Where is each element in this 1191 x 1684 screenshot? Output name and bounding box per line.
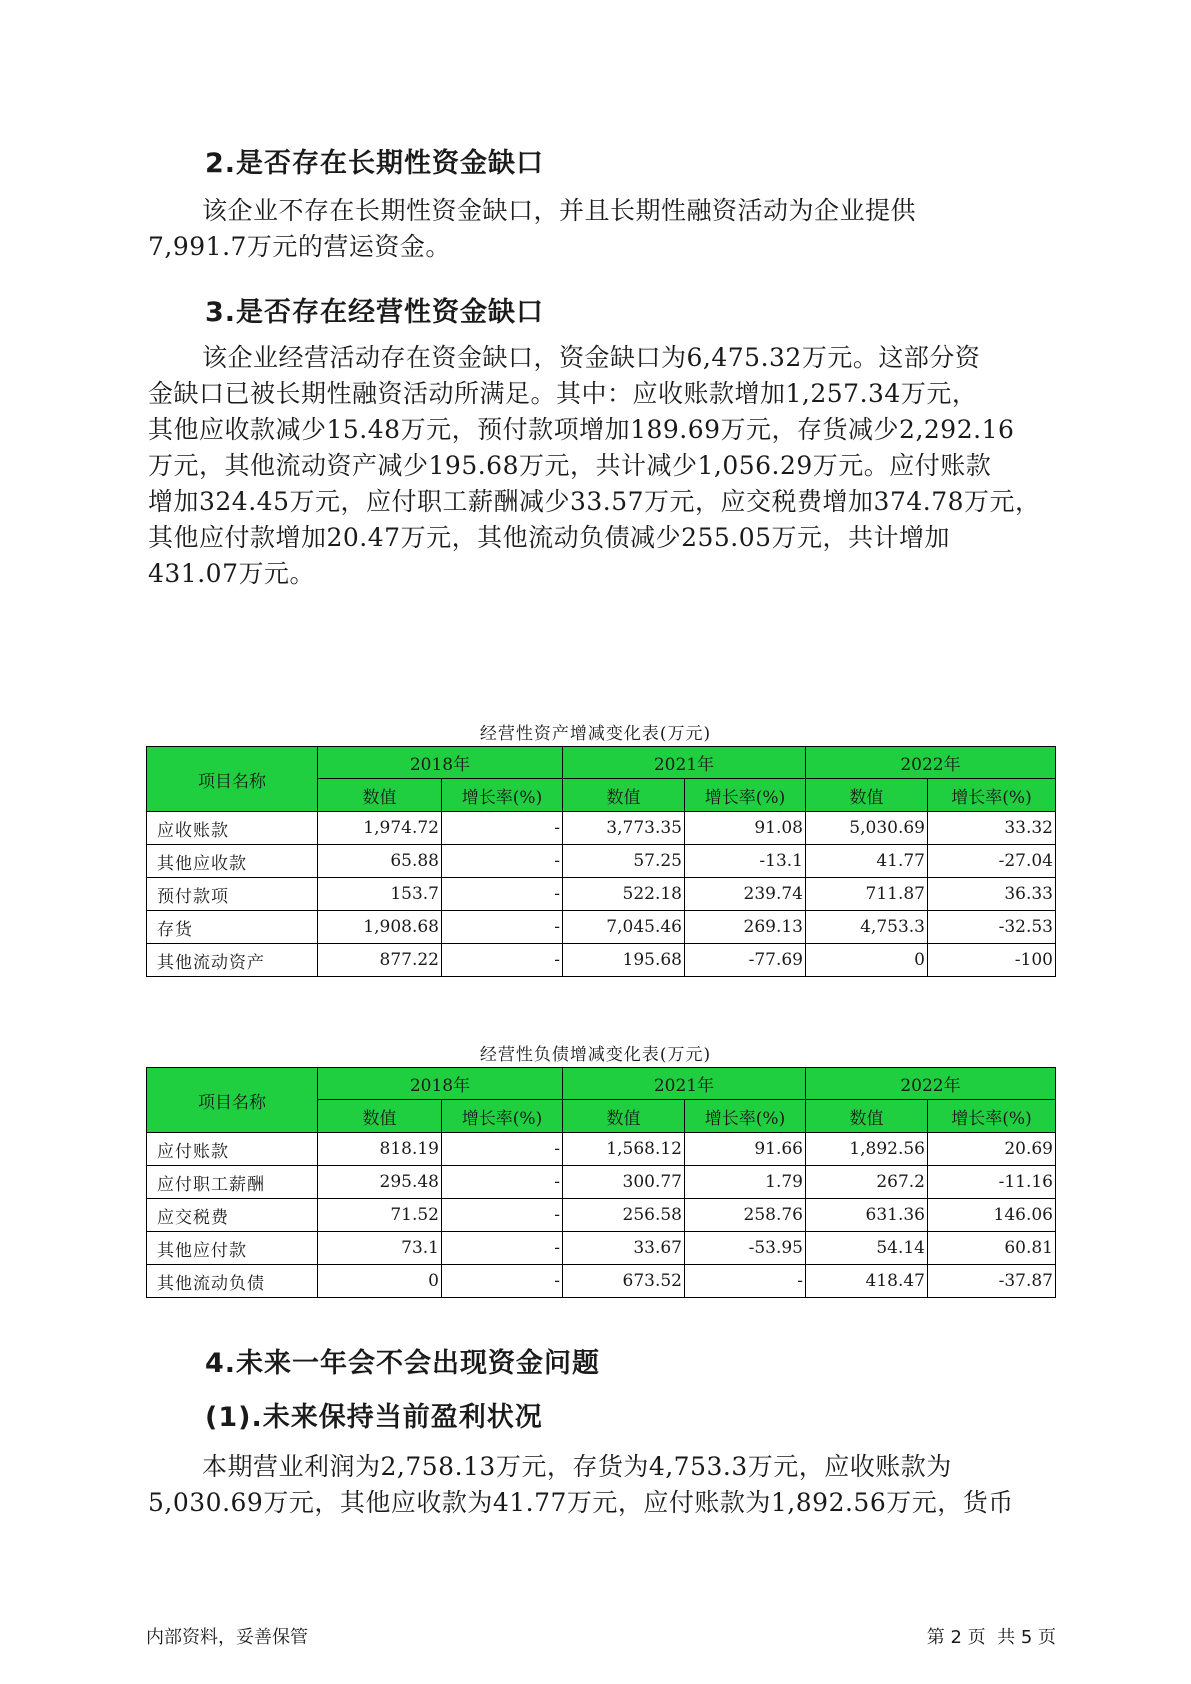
cell: 258.76 <box>685 1199 806 1232</box>
cell: 711.87 <box>806 878 928 911</box>
cell: 20.69 <box>928 1133 1056 1166</box>
cell: - <box>685 1265 806 1298</box>
table-row <box>147 845 1056 878</box>
header-year: 2018年 <box>318 747 563 779</box>
header-growth: 增长率(%) <box>928 1100 1056 1133</box>
row-label: 预付款项 <box>147 878 318 911</box>
cell: 33.32 <box>928 812 1056 845</box>
cell: 522.18 <box>563 878 685 911</box>
header-item-name: 项目名称 <box>147 747 318 812</box>
cell: 54.14 <box>806 1232 928 1265</box>
cell: 36.33 <box>928 878 1056 911</box>
header-value: 数值 <box>563 779 685 812</box>
header-growth: 增长率(%) <box>685 779 806 812</box>
cell: - <box>442 1199 563 1232</box>
cell: - <box>442 1232 563 1265</box>
header-growth: 增长率(%) <box>442 779 563 812</box>
cell: 267.2 <box>806 1166 928 1199</box>
cell: 818.19 <box>318 1133 442 1166</box>
cell: - <box>442 1265 563 1298</box>
table-row <box>147 1199 1056 1232</box>
assets-table <box>146 746 1056 977</box>
table-row <box>147 1133 1056 1166</box>
table-row <box>147 944 1056 977</box>
para-line: 金缺口已被长期性融资活动所满足。其中：应收账款增加1,257.34万元， <box>148 379 978 408</box>
cell: 239.74 <box>685 878 806 911</box>
cell: 71.52 <box>318 1199 442 1232</box>
cell: 269.13 <box>685 911 806 944</box>
header-item-name: 项目名称 <box>147 1068 318 1133</box>
cell: 0 <box>806 944 928 977</box>
cell: 5,030.69 <box>806 812 928 845</box>
para-line: 万元，其他流动资产减少195.68万元，共计减少1,056.29万元。应付账款 <box>148 451 992 480</box>
cell: 300.77 <box>563 1166 685 1199</box>
liabilities-table-caption: 经营性负债增减变化表(万元) <box>479 1045 712 1065</box>
header-value: 数值 <box>806 1100 928 1133</box>
row-label: 应交税费 <box>147 1199 318 1232</box>
cell: 1,908.68 <box>318 911 442 944</box>
cell: - <box>442 911 563 944</box>
section-4-heading: 4.未来一年会不会出现资金问题 <box>205 1348 601 1379</box>
cell: 7,045.46 <box>563 911 685 944</box>
table-row <box>147 878 1056 911</box>
cell: - <box>442 812 563 845</box>
assets-table-caption: 经营性资产增减变化表(万元) <box>479 724 712 744</box>
row-label: 应付职工薪酬 <box>147 1166 318 1199</box>
para-line: 7,991.7万元的营运资金。 <box>148 232 451 261</box>
table-row <box>147 1232 1056 1265</box>
cell: 33.67 <box>563 1232 685 1265</box>
section-2-heading: 2.是否存在长期性资金缺口 <box>205 148 545 179</box>
cell: -53.95 <box>685 1232 806 1265</box>
row-label: 应收账款 <box>147 812 318 845</box>
row-label: 其他应收款 <box>147 845 318 878</box>
section-4-paragraph <box>148 1449 1058 1521</box>
cell: 256.58 <box>563 1199 685 1232</box>
cell: -100 <box>928 944 1056 977</box>
cell: -32.53 <box>928 911 1056 944</box>
section-4-1-heading: (1).未来保持当前盈利状况 <box>205 1402 543 1433</box>
cell: 0 <box>318 1265 442 1298</box>
header-year: 2022年 <box>806 747 1056 779</box>
table-row <box>147 1166 1056 1199</box>
section-3-heading: 3.是否存在经营性资金缺口 <box>205 297 545 328</box>
cell: 195.68 <box>563 944 685 977</box>
cell: 73.1 <box>318 1232 442 1265</box>
cell: 1,892.56 <box>806 1133 928 1166</box>
cell: 60.81 <box>928 1232 1056 1265</box>
cell: 146.06 <box>928 1199 1056 1232</box>
header-value: 数值 <box>806 779 928 812</box>
cell: -77.69 <box>685 944 806 977</box>
cell: 91.08 <box>685 812 806 845</box>
cell: 91.66 <box>685 1133 806 1166</box>
cell: 1.79 <box>685 1166 806 1199</box>
header-value: 数值 <box>318 779 442 812</box>
cell: 673.52 <box>563 1265 685 1298</box>
para-line: 增加324.45万元，应付职工薪酬减少33.57万元，应交税费增加374.78万元， <box>148 487 1041 516</box>
header-year: 2021年 <box>563 1068 806 1100</box>
cell: 41.77 <box>806 845 928 878</box>
cell: 877.22 <box>318 944 442 977</box>
cell: 57.25 <box>563 845 685 878</box>
cell: -37.87 <box>928 1265 1056 1298</box>
row-label: 其他流动资产 <box>147 944 318 977</box>
cell: 65.88 <box>318 845 442 878</box>
para-line: 该企业经营活动存在资金缺口，资金缺口为6,475.32万元。这部分资 <box>202 343 981 372</box>
footer-page-number: 第 2 页 共 5 页 <box>926 1627 1056 1648</box>
header-growth: 增长率(%) <box>928 779 1056 812</box>
para-line: 5,030.69万元，其他应收款为41.77万元，应付账款为1,892.56万元，货币 <box>148 1488 1014 1517</box>
para-line: 该企业不存在长期性资金缺口，并且长期性融资活动为企业提供 <box>202 196 917 225</box>
para-line: 本期营业利润为2,758.13万元，存货为4,753.3万元，应收账款为 <box>202 1452 952 1481</box>
cell: 3,773.35 <box>563 812 685 845</box>
section-3-paragraph <box>148 340 1058 592</box>
cell: - <box>442 878 563 911</box>
table-row <box>147 911 1056 944</box>
cell: 1,974.72 <box>318 812 442 845</box>
cell: 631.36 <box>806 1199 928 1232</box>
cell: - <box>442 944 563 977</box>
row-label: 应付账款 <box>147 1133 318 1166</box>
row-label: 存货 <box>147 911 318 944</box>
cell: 153.7 <box>318 878 442 911</box>
liabilities-table <box>146 1067 1056 1298</box>
table-row <box>147 1265 1056 1298</box>
header-year: 2021年 <box>563 747 806 779</box>
table-row <box>147 812 1056 845</box>
cell: -11.16 <box>928 1166 1056 1199</box>
cell: 295.48 <box>318 1166 442 1199</box>
cell: - <box>442 1166 563 1199</box>
header-growth: 增长率(%) <box>685 1100 806 1133</box>
cell: 4,753.3 <box>806 911 928 944</box>
para-line: 431.07万元。 <box>148 559 315 588</box>
cell: - <box>442 845 563 878</box>
header-value: 数值 <box>563 1100 685 1133</box>
para-line: 其他应付款增加20.47万元，其他流动负债减少255.05万元，共计增加 <box>148 523 951 552</box>
header-value: 数值 <box>318 1100 442 1133</box>
footer-confidential-note: 内部资料，妥善保管 <box>146 1627 308 1648</box>
cell: -27.04 <box>928 845 1056 878</box>
section-2-paragraph <box>148 193 1058 265</box>
cell: 418.47 <box>806 1265 928 1298</box>
header-growth: 增长率(%) <box>442 1100 563 1133</box>
cell: 1,568.12 <box>563 1133 685 1166</box>
cell: - <box>442 1133 563 1166</box>
row-label: 其他流动负债 <box>147 1265 318 1298</box>
header-year: 2022年 <box>806 1068 1056 1100</box>
cell: -13.1 <box>685 845 806 878</box>
row-label: 其他应付款 <box>147 1232 318 1265</box>
para-line: 其他应收款减少15.48万元，预付款项增加189.69万元，存货减少2,292.16 <box>148 415 1015 444</box>
header-year: 2018年 <box>318 1068 563 1100</box>
